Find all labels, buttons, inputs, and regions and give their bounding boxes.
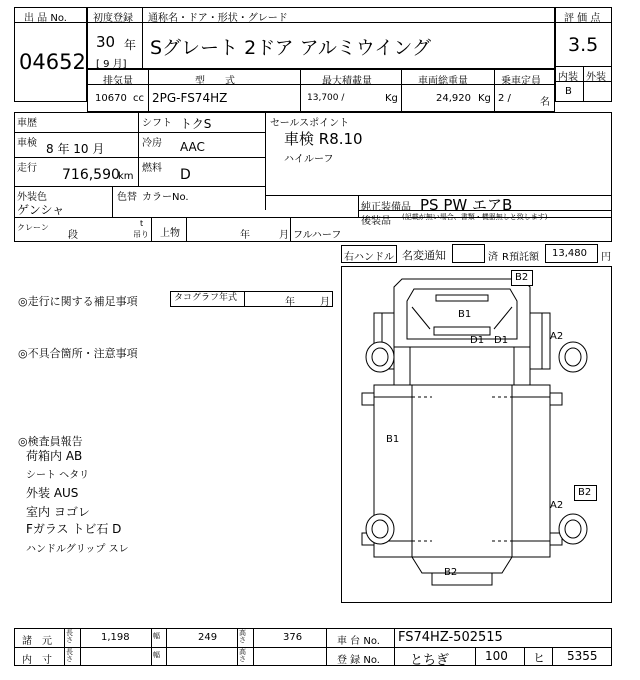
score-label: 評 価 点 [564, 13, 601, 24]
damage-mark-d1-left: D1 [470, 335, 485, 346]
max-load-unit: Kg [385, 93, 398, 104]
history-label: 車歴 [17, 118, 37, 129]
recycle-value: 13,480 [552, 248, 587, 259]
exterior-color-label: 外装色 [17, 192, 47, 203]
dims-label: 諸 元 [22, 636, 52, 647]
sales-point-1: 車検 R8.10 [284, 130, 363, 148]
tachograph-year: 年 [285, 297, 295, 308]
crane-ton-label: 吊り [133, 230, 149, 239]
interior-score: B [565, 86, 572, 97]
fuel-label: 燃料 [142, 163, 162, 174]
damage-mark-b2-side: B2 [578, 487, 592, 498]
inspector-line-3: 外装 AUS [26, 486, 79, 500]
equipment-label: 純正装備品 [361, 202, 411, 213]
inner-height-label: 高さ [239, 648, 246, 663]
capacity-value: 2 / [498, 93, 511, 104]
inspection-value: 8 年 10 月 [46, 142, 105, 156]
first-reg-month: [ 9 月] [96, 59, 127, 70]
damage-mark-a2-front: A2 [550, 331, 564, 342]
grade-label: 通称名・ドア・形状・グレード [148, 13, 288, 24]
inspector-line-2: シート ヘタリ [26, 470, 90, 481]
displacement-label: 排気量 [103, 76, 133, 87]
first-reg-year-unit: 年 [124, 38, 137, 52]
equipment-value: PS PW エアB [420, 196, 513, 214]
upper-month: 月 [279, 230, 289, 241]
ac-value: AAC [180, 140, 205, 154]
interior-label: 内装 [558, 72, 578, 83]
crane-label: クレーン [17, 223, 49, 232]
max-load-value: 13,700 / [307, 93, 345, 103]
reg-kana: ヒ [533, 651, 546, 665]
mileage-unit: km [118, 171, 134, 182]
length-value: 1,198 [101, 632, 130, 643]
color-no-label: 色替 [117, 192, 137, 203]
score-value: 3.5 [568, 34, 599, 56]
mileage-value: 716,590 [62, 167, 120, 183]
recycle-label-1: 済 [488, 252, 498, 263]
chassis-label: 車 台 No. [337, 636, 380, 647]
inspector-line-4: 室内 ヨゴレ [26, 505, 90, 519]
crane-ton-t: t [140, 219, 144, 228]
damage-mark-b2-rear: B2 [444, 567, 458, 578]
reg-region: とちぎ [410, 653, 450, 668]
tachograph-month: 月 [320, 297, 330, 308]
tachograph-label: タコグラフ年式 [174, 293, 238, 303]
lot-no: 04652 [19, 50, 86, 74]
gross-weight-unit: Kg [478, 93, 491, 104]
crane-stage: 段 [68, 230, 78, 241]
inspector-line-6: ハンドルグリップ スレ [26, 544, 129, 555]
capacity-unit: 名 [540, 97, 550, 108]
right-handle-label: 右ハンドル [344, 252, 394, 263]
inner-width-label: 幅 [153, 651, 160, 659]
model-label: 型 式 [195, 76, 235, 87]
length-label: 長さ [66, 629, 73, 644]
fuel-value: D [180, 167, 191, 183]
first-reg-label: 初度登録 [93, 13, 133, 24]
sales-point-label: セールスポイント [270, 118, 350, 129]
height-label: 高さ [239, 629, 246, 644]
capacity-label: 乗車定員 [501, 76, 541, 87]
driving-notes-label: ◎走行に関する補足事項 [18, 295, 138, 308]
truck-outline-svg [342, 267, 611, 602]
reg-label: 登 録 No. [337, 655, 380, 666]
upper-year: 年 [240, 230, 250, 241]
displacement-value: 10670 [95, 93, 127, 104]
mileage-label: 走行 [17, 163, 37, 174]
inspector-line-1: 荷箱内 AB [26, 449, 83, 463]
gross-weight-label: 車両総重量 [418, 76, 468, 87]
reg-class: 100 [485, 649, 508, 663]
name-change-box [452, 244, 485, 263]
width-value: 249 [198, 632, 218, 643]
lot-no-label: 出 品 No. [24, 13, 67, 24]
damage-mark-a2-rear: A2 [550, 500, 564, 511]
gross-weight-value: 24,920 [436, 93, 471, 104]
upper-label: 上物 [160, 228, 180, 239]
grade-value: Sグレート 2ドア アルミウイング [150, 37, 431, 59]
recycle-label-2: R預託額 [502, 252, 539, 263]
first-reg-year: 30 [96, 33, 116, 51]
inspector-line-5: Fガラス トビ石 D [26, 522, 122, 536]
shift-value: トクS [180, 117, 212, 131]
inner-dims-label: 内 寸 [22, 655, 52, 666]
max-load-label: 最大積載量 [322, 76, 372, 87]
aftermarket-note: (記載が無い場合、書類・機器無しと致します) [402, 213, 548, 221]
damage-diagram [341, 266, 612, 603]
damage-mark-b1-side: B1 [386, 434, 400, 445]
inner-length-label: 長さ [66, 648, 73, 663]
damage-mark-b1-cab: B1 [458, 309, 472, 320]
inspection-label: 車検 [17, 138, 37, 149]
sales-point-2: ハイルーフ [284, 154, 334, 165]
shift-label: シフト [142, 118, 172, 129]
exterior-label: 外装 [586, 72, 606, 83]
width-label: 幅 [153, 632, 160, 640]
displacement-unit: cc [133, 93, 144, 104]
upper-value: フルハーフ [293, 230, 342, 241]
chassis-value: FS74HZ-502515 [398, 630, 503, 645]
damage-mark-b2-top: B2 [515, 272, 529, 283]
damage-mark-d1-right: D1 [494, 335, 509, 346]
defects-label: ◎不具合箇所・注意事項 [18, 347, 138, 360]
recycle-unit: 円 [601, 252, 611, 263]
exterior-color-value: ゲンシャ [17, 203, 65, 217]
ac-label: 冷房 [142, 138, 162, 149]
reg-number: 5355 [567, 649, 598, 663]
model-value: 2PG-FS74HZ [152, 91, 228, 105]
color-code-label: カラーNo. [142, 192, 189, 203]
inspector-label: ◎検査員報告 [18, 435, 83, 448]
name-change-label: 名変通知 [402, 249, 446, 262]
aftermarket-label: 後装品 [361, 216, 391, 227]
height-value: 376 [283, 632, 303, 643]
